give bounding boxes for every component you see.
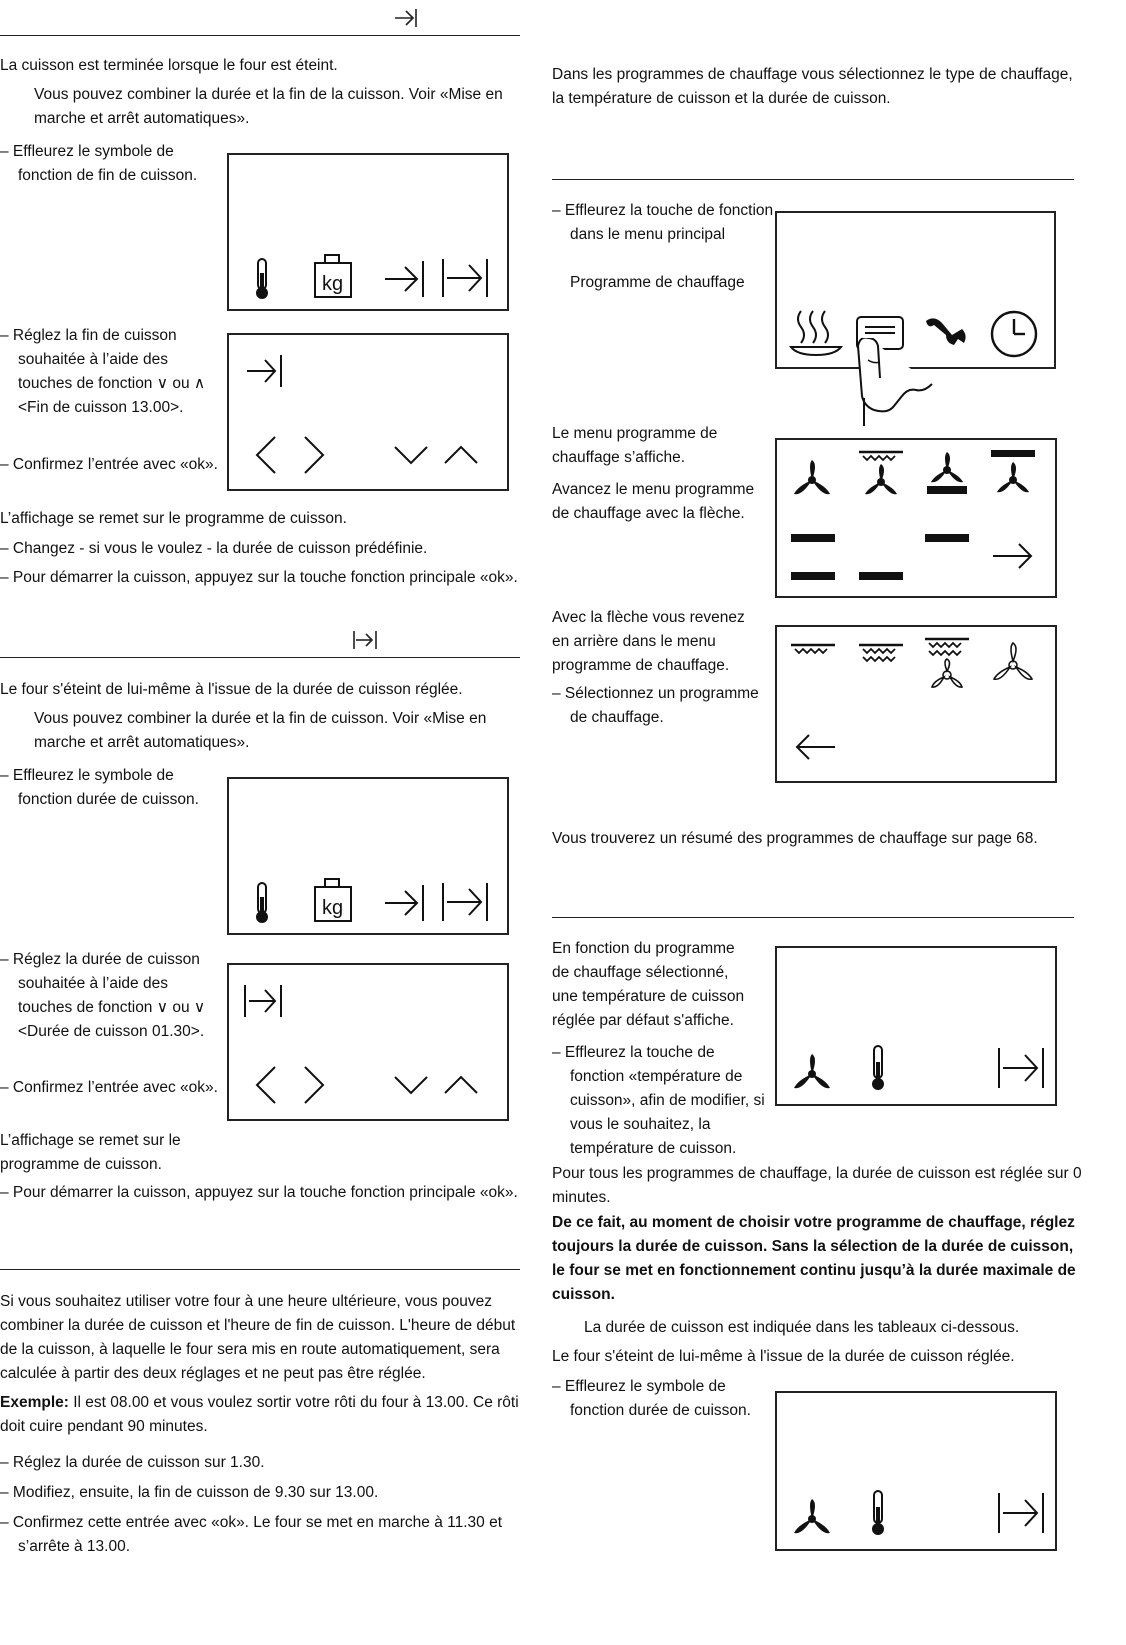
top-bottom-heat-icon[interactable]: [787, 526, 839, 586]
paragraph: Vous trouverez un résumé des programmes de chauffage sur page 68.: [552, 830, 1038, 847]
duration-icon[interactable]: [439, 255, 493, 301]
section-divider: [0, 35, 520, 36]
paragraph: Le four s'éteint de lui-même à l'issue de la durée de cuisson réglée.: [0, 681, 463, 698]
duration-icon[interactable]: [439, 879, 493, 925]
example-text: Il est 08.00 et vous voulez sortir votre rôti du four à 13.00. Ce rôti doit cuire pendant 90 minutes.: [0, 1394, 519, 1435]
bullet: – Confirmez cette entrée avec «ok». Le four se met en marche à 11.30 et s’arrête à 13.00.: [0, 1514, 503, 1555]
bullet: – Effleurez le symbole de fonction durée de cuisson.: [0, 767, 199, 808]
arrow-right-icon[interactable]: [299, 1063, 329, 1107]
display-heating-menu-page2: [775, 625, 1057, 783]
end-time-icon[interactable]: [381, 881, 427, 925]
chevron-down-icon[interactable]: [391, 1071, 431, 1099]
duration-icon: [241, 981, 285, 1021]
paragraph: Dans les programmes de chauffage vous sélectionnez le type de chauffage, la température de cuisson et la durée de cuisson.: [552, 66, 1073, 107]
section-divider: [0, 657, 520, 658]
bullet: – Modifiez, ensuite, la fin de cuisson de 9.30 sur 13.00.: [0, 1484, 379, 1501]
chevron-down-icon[interactable]: [391, 441, 431, 469]
paragraph: Avancez le menu programme de chauffage avec la flèche.: [552, 481, 755, 522]
arrow-left-icon[interactable]: [251, 1063, 281, 1107]
display-duration-adjust: [227, 963, 509, 1121]
thermometer-icon[interactable]: [859, 1040, 899, 1096]
duration-icon[interactable]: [995, 1044, 1049, 1092]
paragraph: En fonction du programme de chauffage sélectionné, une température de cuisson réglée par défaut s'affiche.: [552, 940, 745, 1029]
paragraph: Le four s'éteint de lui-même à l'issue de la durée de cuisson réglée.: [552, 1348, 1015, 1365]
paragraph: La cuisson est terminée lorsque le four est éteint.: [0, 57, 338, 74]
end-time-icon: [243, 351, 285, 391]
fan-icon[interactable]: [787, 1489, 837, 1541]
arrow-left-icon[interactable]: [251, 433, 281, 477]
paragraph: Vous pouvez combiner la durée et la fin de la cuisson. Voir «Mise en marche et arrêt automatiques».: [34, 86, 503, 127]
large-grill-icon[interactable]: [855, 637, 907, 677]
example: [0, 1391, 522, 1439]
bullet: – Réglez la durée de cuisson sur 1.30.: [0, 1454, 265, 1471]
paragraph: Avec la flèche vous revenez en arrière dans le menu programme de chauffage.: [552, 609, 745, 674]
chevron-up-icon[interactable]: [441, 1071, 481, 1099]
chevron-up-icon[interactable]: [441, 441, 481, 469]
display-end-time-select: [227, 153, 509, 311]
section-divider: [552, 917, 1074, 918]
important-note: De ce fait, au moment de choisir votre programme de chauffage, réglez toujours la durée de cuisson. Sans la sélection de la durée de cuisson, le four se met en fonctionnement continu jusqu’à la durée maximale de cuisson.: [552, 1214, 1076, 1303]
bullet: – Sélectionnez un programme de chauffage.: [552, 685, 759, 726]
thermometer-icon[interactable]: [243, 877, 283, 929]
clock-icon[interactable]: [987, 307, 1041, 361]
fan-icon[interactable]: [787, 1044, 837, 1096]
display-temperature-select: [775, 946, 1057, 1106]
thermometer-icon[interactable]: [859, 1485, 899, 1541]
bullet: – Confirmez l’entrée avec «ok».: [0, 1079, 218, 1096]
heating-steam-icon[interactable]: [787, 305, 847, 361]
top-heat-icon[interactable]: [921, 526, 973, 586]
arrow-right-icon[interactable]: [299, 433, 329, 477]
bullet: – Effleurez la touche de fonction «température de cuisson», afin de modifier, si vous le souhaitez, la température de cuisson.: [552, 1044, 765, 1157]
bullet: – Pour démarrer la cuisson, appuyez sur la touche fonction principale «ok».: [0, 1184, 518, 1201]
fan-outline-icon[interactable]: [987, 637, 1039, 687]
bullet: – Confirmez l’entrée avec «ok».: [0, 456, 218, 473]
paragraph: Pour tous les programmes de chauffage, la durée de cuisson est réglée sur 0 minutes.: [552, 1165, 1082, 1206]
grill-fan-icon[interactable]: [921, 633, 973, 695]
svg-text:kg: kg: [322, 897, 344, 919]
display-heating-menu-page1: [775, 438, 1057, 598]
duration-header-icon: [351, 628, 379, 660]
paragraph: L’affichage se remet sur le programme de cuisson.: [0, 1132, 181, 1173]
bullet: – Effleurez le symbole de fonction durée de cuisson.: [552, 1378, 751, 1419]
finger-pointer-illustration: [850, 338, 960, 436]
svg-text:kg: kg: [322, 273, 344, 295]
fan-top-heat-icon[interactable]: [855, 446, 907, 502]
bullet: – Effleurez le symbole de fonction de fin de cuisson.: [0, 143, 198, 184]
example-label: Exemple:: [0, 1394, 69, 1411]
bottom-heat-icon[interactable]: [855, 526, 907, 586]
bullet: – Changez - si vous le voulez - la durée de cuisson prédéfinie.: [0, 540, 428, 557]
grill-icon[interactable]: [787, 637, 839, 677]
weight-icon[interactable]: [307, 875, 361, 929]
fan-top-bar-icon[interactable]: [987, 446, 1039, 502]
bullet: – Effleurez la touche de fonction dans le menu principal: [552, 202, 774, 243]
paragraph: Si vous souhaitez utiliser votre four à une heure ultérieure, vous pouvez combiner la durée de cuisson et l'heure de fin de cuisson. L'heure de début de la cuisson, à laquelle le four sera mis en route automatiquement, sera calculée à partir des deux réglages et ne peut pas être réglée.: [0, 1293, 516, 1382]
section-divider: [0, 1269, 520, 1270]
display-duration-select: [227, 777, 509, 935]
paragraph: Le menu programme de chauffage s’affiche.: [552, 425, 718, 466]
weight-icon[interactable]: [307, 251, 361, 305]
section-divider: [552, 179, 1074, 180]
bullet: – Réglez la durée de cuisson souhaitée à l’aide des touches de fonction ∨ ou ∨ <Durée de cuisson 01.30>.: [0, 951, 206, 1040]
duration-icon[interactable]: [995, 1489, 1049, 1537]
display-duration-select-right: [775, 1391, 1057, 1551]
fan-icon[interactable]: [787, 450, 837, 502]
display-end-time-adjust: [227, 333, 509, 491]
bullet: – Pour démarrer la cuisson, appuyez sur la touche fonction principale «ok».: [0, 569, 518, 586]
paragraph: Programme de chauffage: [570, 274, 745, 291]
bullet: – Réglez la fin de cuisson souhaitée à l’aide des touches de fonction ∨ ou ∧ <Fin de cuisson 13.00>.: [0, 327, 206, 416]
end-time-icon[interactable]: [381, 257, 427, 301]
paragraph: L’affichage se remet sur le programme de cuisson.: [0, 510, 347, 527]
paragraph: Vous pouvez combiner la durée et la fin de cuisson. Voir «Mise en marche et arrêt automatiques».: [34, 710, 487, 751]
paragraph: La durée de cuisson est indiquée dans les tableaux ci-dessous.: [584, 1319, 1020, 1336]
end-time-header-icon: [393, 6, 419, 38]
arrow-left-icon[interactable]: [789, 727, 841, 767]
thermometer-icon[interactable]: [243, 253, 283, 305]
arrow-right-icon[interactable]: [987, 536, 1039, 576]
fan-bottom-heat-icon[interactable]: [921, 446, 973, 502]
